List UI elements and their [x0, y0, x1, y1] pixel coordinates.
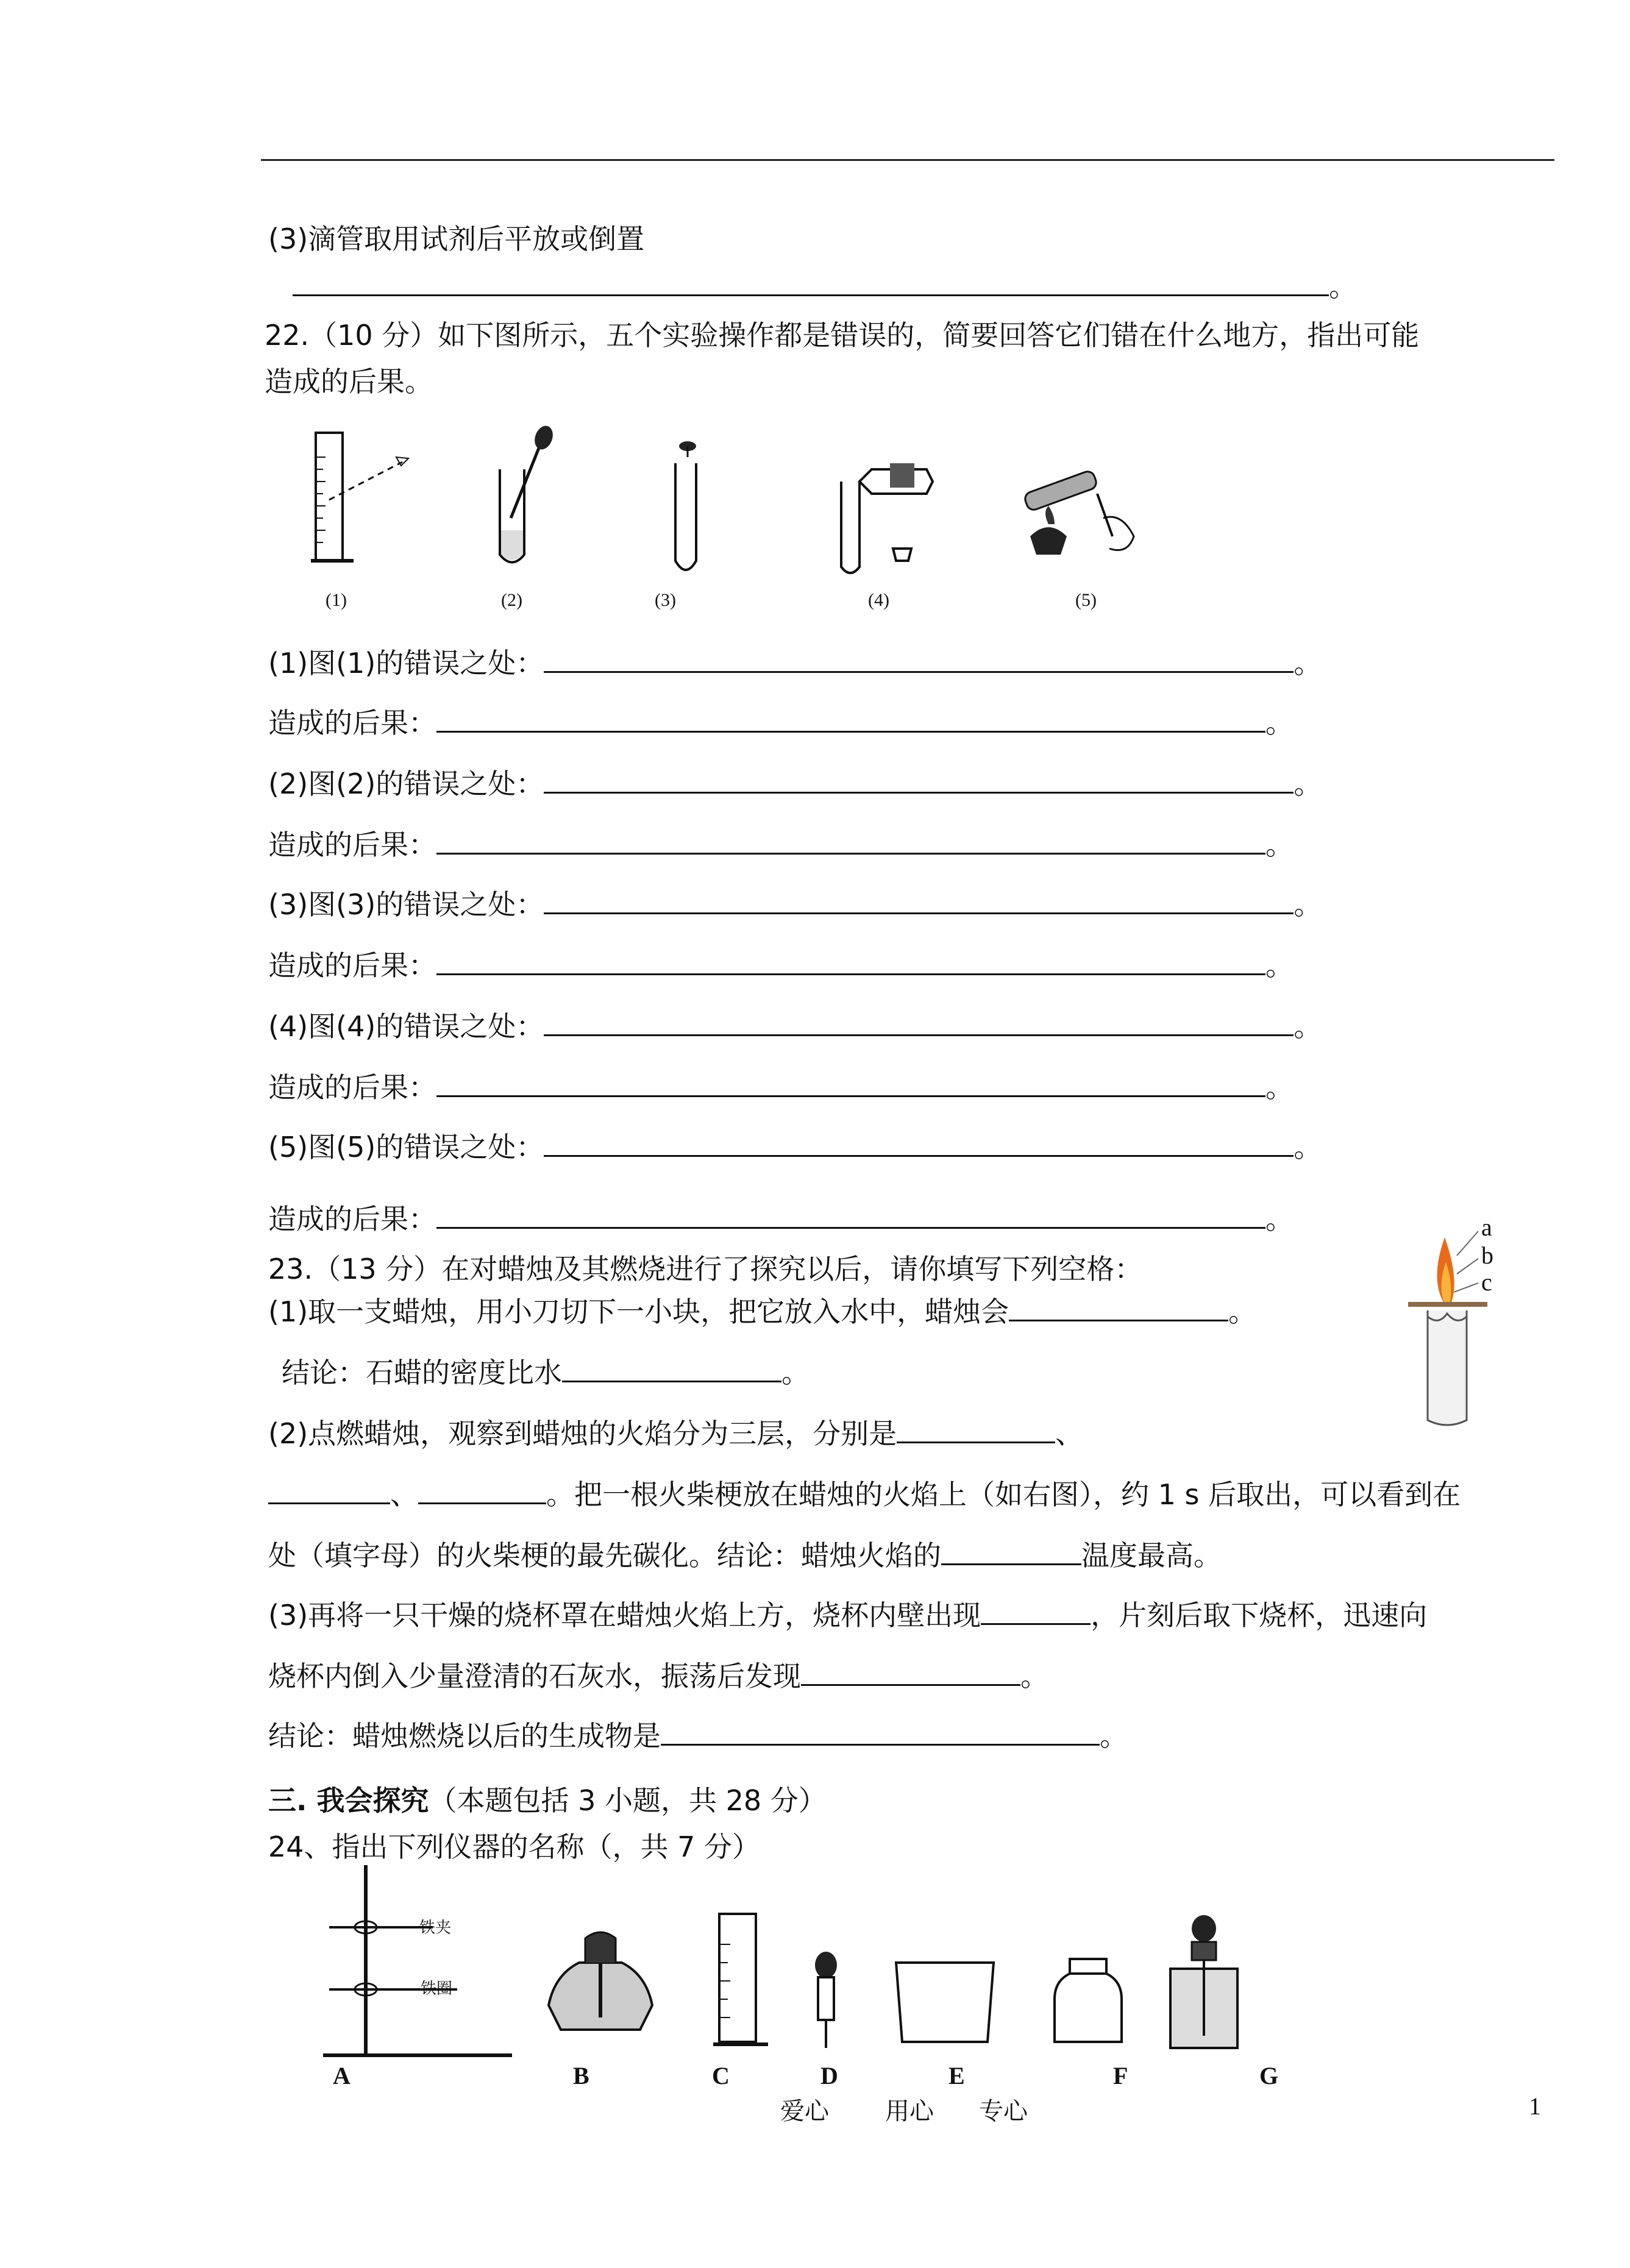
apparatus-label-C: C — [712, 2062, 730, 2089]
flame-label-b: b — [1481, 1242, 1493, 1269]
q21-item3-answer: 。 — [293, 268, 1357, 305]
figure-caption: (1) — [326, 590, 347, 610]
answer-blank[interactable] — [544, 1129, 1294, 1157]
q23-part3-line2: 烧杯内倒入少量澄清的石灰水，振荡后发现 。 — [268, 1660, 1048, 1693]
q22-consequence-3: 造成的后果： 。 — [268, 949, 1294, 982]
answer-blank[interactable] — [941, 1538, 1081, 1565]
flame-label-c: c — [1481, 1268, 1492, 1296]
q23-title: 23.（13 分）在对蜡烛及其燃烧进行了探究以后，请你填写下列空格： — [268, 1253, 1143, 1285]
answer-blank[interactable] — [436, 827, 1265, 855]
wide-mouth-bottle-figure — [1048, 1957, 1128, 2048]
figure-caption: (4) — [868, 590, 889, 610]
iron-ring-label: 铁圈 — [421, 1980, 453, 1998]
test-tube-figure — [652, 439, 713, 579]
measuring-cylinder-figure — [707, 1908, 774, 2054]
q24-title: 24、指出下列仪器的名称（，共 7 分） — [268, 1830, 761, 1863]
q23-part3-line1: (3)再将一只干燥的烧杯罩在蜡烛火焰上方，烧杯内壁出现 ，片刻后取下烧杯，迅速向 — [268, 1599, 1428, 1632]
answer-blank[interactable] — [293, 269, 1329, 296]
graduated-cylinder-figure — [305, 421, 427, 579]
apparatus-label-D: D — [820, 2062, 838, 2089]
q22-consequence-1: 造成的后果： 。 — [268, 706, 1294, 739]
answer-blank[interactable] — [544, 645, 1294, 673]
dropper-figure — [805, 1950, 847, 2054]
q23-part2-line2: 、 。把一根火柴梗放在蜡烛的火焰上（如右图），约 1 s 后取出，可以看到在 — [268, 1476, 1461, 1513]
q23-part2-line1: (2)点燃蜡烛，观察到蜡烛的火焰分为三层，分别是 、 — [268, 1417, 1084, 1450]
apparatus-label-E: E — [948, 2062, 965, 2089]
answer-blank[interactable] — [661, 1718, 1100, 1746]
answer-blank[interactable] — [436, 705, 1265, 733]
footer-word-3: 专心 — [979, 2097, 1028, 2125]
q21-item3: (3)滴管取用试剂后平放或倒置 — [268, 222, 645, 255]
answer-blank[interactable] — [436, 1070, 1265, 1097]
figure-caption: (2) — [501, 590, 522, 610]
q22-error-1: (1)图(1)的错误之处： 。 — [268, 647, 1322, 680]
answer-blank[interactable] — [981, 1598, 1091, 1625]
flame-label-a: a — [1481, 1214, 1492, 1241]
q22-error-2: (2)图(2)的错误之处： 。 — [268, 767, 1322, 800]
alcohol-lamp-figure — [543, 1914, 658, 2036]
dropper-bottle-figure — [1158, 1914, 1250, 2054]
answer-blank[interactable] — [268, 1477, 390, 1504]
apparatus-label-G: G — [1259, 2062, 1279, 2089]
q23-part1: (1)取一支蜡烛，用小刀切下一小块，把它放入水中，蜡烛会 。 — [268, 1295, 1257, 1328]
answer-blank[interactable] — [436, 948, 1265, 975]
figure-caption: (5) — [1075, 590, 1097, 610]
answer-blank[interactable] — [562, 1355, 781, 1382]
q23-conclusion3: 结论：蜡烛燃烧以后的生成物是 。 — [268, 1719, 1128, 1752]
q22-error-3: (3)图(3)的错误之处： 。 — [268, 888, 1322, 921]
q23-conclusion1: 结论：石蜡的密度比水 。 — [282, 1356, 810, 1389]
header-rule — [261, 159, 1554, 161]
pouring-reagent-figure — [835, 445, 945, 579]
iron-clamp-label: 铁夹 — [419, 1919, 452, 1937]
figure-caption: (3) — [655, 590, 676, 610]
candle-flame-figure — [1396, 1213, 1518, 1445]
dropper-in-tube-figure — [488, 421, 573, 579]
answer-blank[interactable] — [418, 1477, 546, 1504]
footer-word-2: 用心 — [885, 2097, 934, 2125]
q22-consequence-4: 造成的后果： 。 — [268, 1071, 1294, 1104]
answer-blank[interactable] — [897, 1416, 1055, 1443]
answer-blank[interactable] — [436, 1201, 1265, 1229]
q22-consequence-2: 造成的后果： 。 — [268, 828, 1294, 861]
answer-blank[interactable] — [544, 887, 1294, 914]
apparatus-label-B: B — [573, 2062, 589, 2089]
q22-consequence-5: 造成的后果： 。 — [268, 1203, 1294, 1235]
heating-test-tube-figure — [1012, 469, 1146, 579]
apparatus-label-F: F — [1113, 2062, 1128, 2089]
section3-title: 三. 我会探究（本题包括 3 小题，共 28 分） — [268, 1784, 827, 1817]
iron-stand-figure — [323, 1859, 518, 2060]
answer-blank[interactable] — [544, 1009, 1294, 1036]
q22-error-5: (5)图(5)的错误之处： 。 — [268, 1131, 1322, 1164]
q22-error-4: (4)图(4)的错误之处： 。 — [268, 1010, 1322, 1043]
beaker-figure — [890, 1957, 1000, 2048]
apparatus-label-A: A — [333, 2062, 351, 2089]
page-number: 1 — [1529, 2092, 1541, 2120]
answer-blank[interactable] — [1009, 1294, 1228, 1321]
answer-blank[interactable] — [801, 1658, 1020, 1686]
q23-part2-line3: 处（填字母）的火柴梗的最先碳化。结论：蜡烛火焰的 温度最高。 — [268, 1539, 1222, 1572]
answer-blank[interactable] — [544, 766, 1294, 794]
q22-title-line2: 造成的后果。 — [265, 365, 433, 398]
q22-title-line1: 22.（10 分）如下图所示，五个实验操作都是错误的，简要回答它们错在什么地方，指出可能 — [265, 319, 1420, 352]
footer-word-1: 爱心 — [780, 2097, 829, 2125]
